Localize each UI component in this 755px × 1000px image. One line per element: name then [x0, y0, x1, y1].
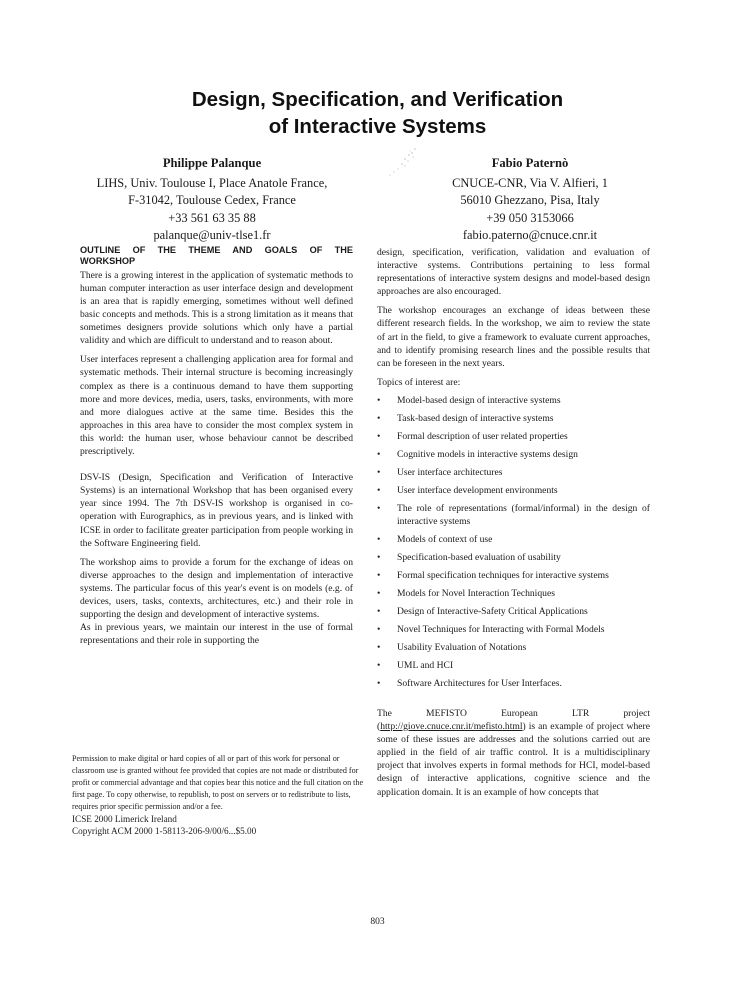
topic-item: • Formal description of user related properties	[377, 430, 568, 442]
mefisto-link[interactable]: http://giove.cnuce.cnr.it/mefisto.html	[380, 721, 523, 733]
bullet-icon: •	[377, 623, 381, 635]
topic-item: • Specification-based evaluation of usability	[377, 551, 561, 563]
permission-text: Permission to make digital or hard copies of all or part of this work for personal or classroom use is granted without fee provided that copies are not made or distributed for profit or commercial advantage and that copies bear this notice and the full citation on the first page. To copy otherwise, to republish, to post on servers or to redistribute to lists, requires prior specific permission and/or a fee.	[72, 754, 364, 811]
author-address: F-31042, Toulouse Cedex, France	[128, 193, 296, 207]
paragraph: As in previous years, we maintain our interest in the use of formal representations and their role in supporting the	[80, 622, 353, 647]
bullet-icon: •	[377, 502, 381, 514]
topic-item: • UML and HCI	[377, 659, 454, 671]
paragraph: The workshop encourages an exchange of ideas between these different research fields. In the workshop, we aim to review the state of art in the field, to give a framework to evaluate current approaches, and to identify promising research lines and the possible results that can be foreseen in the next years.	[377, 305, 650, 369]
topic-item: • Model-based design of interactive systems	[377, 394, 561, 406]
bullet-icon: •	[377, 587, 381, 599]
topic-item: • User interface development environments	[377, 484, 558, 496]
author-email: fabio.paterno@cnuce.cnr.it	[462, 228, 598, 242]
paragraph: The workshop aims to provide a forum for the exchange of ideas on diverse approaches to the design and implementation of interactive systems. The particular focus of this year's event is on models (e.g. of devices, users, tasks, contexts, architectures, etc.) and their role in supporting the design and development of interactive systems.	[80, 556, 353, 621]
topic-item: • Models of context of use	[377, 533, 493, 545]
author-block-paterno	[380, 155, 680, 245]
topic-item: • The role of representations (formal/informal) in the design of interactive systems	[377, 502, 650, 527]
bullet-icon: •	[377, 641, 381, 653]
permission-notice	[72, 753, 367, 837]
bullet-icon: •	[377, 551, 381, 563]
left-column	[80, 245, 353, 653]
bullet-icon: •	[377, 677, 381, 689]
paper-title	[0, 86, 755, 140]
bullet-icon: •	[377, 430, 381, 442]
author-name: Philippe Palanque	[162, 156, 262, 170]
bullet-icon: •	[377, 448, 381, 460]
topic-item: • User interface architectures	[377, 466, 503, 478]
author-name: Fabio Paternò	[491, 156, 569, 170]
author-address: 56010 Ghezzano, Pisa, Italy	[460, 193, 600, 207]
author-phone: +33 561 63 35 88	[168, 210, 256, 225]
bullet-icon: •	[377, 394, 381, 406]
topic-item: • Software Architectures for User Interfaces.	[377, 677, 562, 689]
author-phone: +39 050 3153066	[486, 210, 574, 225]
page-number: 803	[370, 917, 385, 927]
author-affiliation: LIHS, Univ. Toulouse I, Place Anatole France,	[96, 175, 328, 190]
paragraph: User interfaces represent a challenging application area for formal and systematic methods. Their internal structure is becoming increasingly complex as there is a continuous demand to have them supporting more and more devices, media, users, tasks, environments, with more and more dialogues active at the same time. Besides this the approaches in this area have to consider the most complex system in this world: the human user, whose behaviour cannot be described prescriptively.	[80, 354, 353, 458]
author-affiliation: CNUCE-CNR, Via V. Alfieri, 1	[452, 175, 608, 190]
topic-item: • Novel Techniques for Interacting with Formal Models	[377, 623, 605, 635]
section-heading-line-1: OUTLINE OF THE THEME AND GOALS OF THE	[80, 245, 353, 255]
topic-item: • Usability Evaluation of Notations	[377, 641, 527, 653]
bullet-icon: •	[377, 659, 381, 671]
bullet-icon: •	[377, 533, 381, 545]
topic-item: • Models for Novel Interaction Techniques	[377, 587, 555, 599]
topic-item: • Formal specification techniques for interactive systems	[377, 569, 609, 581]
right-column	[377, 246, 650, 805]
mefisto-paragraph: The MEFISTO European LTR project (http://giove.cnuce.cnr.it/mefisto.html) is an example of project where some of these issues are addresses and the solutions carried out are applied in the field of air traffic control. It is a multidisciplinary project that involves experts in formal methods for HCI, model-based design of interactive applications, cognitive science and the application domain. It is an example of how concepts that	[377, 707, 650, 798]
paragraph: design, specification, verification, validation and evaluation of interactive systems. Contributions pertaining to less formal representations of interactive system designs and model-based design approaches are also encouraged.	[377, 247, 650, 298]
bullet-icon: •	[377, 605, 381, 617]
author-block-palanque	[62, 155, 362, 245]
bullet-icon: •	[377, 569, 381, 581]
topics-list	[377, 394, 650, 690]
bullet-icon: •	[377, 412, 381, 424]
topic-item: • Design of Interactive-Safety Critical Applications	[377, 605, 588, 617]
venue: ICSE 2000 Limerick Ireland	[72, 813, 177, 824]
bullet-icon: •	[377, 466, 381, 478]
topics-intro: Topics of interest are:	[377, 376, 461, 388]
paragraph: DSV-IS (Design, Specification and Verification of Interactive Systems) is an international Workshop that has been organised every year since 1994. The 7th DSV-IS workshop is organised in co-operation with Eurographics, as in previous years, and is linked with ICSE in order to facilitate greater participation from people working in the Software Engineering field.	[80, 472, 353, 549]
title-line-1: Design, Specification, and Verification	[191, 88, 564, 111]
topic-item: • Task-based design of interactive systems	[377, 412, 554, 424]
title-line-2: of Interactive Systems	[268, 115, 487, 138]
section-heading-line-2: WORKSHOP	[80, 256, 136, 267]
topic-item: • Cognitive models in interactive systems design	[377, 448, 578, 460]
author-email: palanque@univ-tlse1.fr	[153, 228, 271, 242]
paragraph: There is a growing interest in the application of systematic methods to human computer interaction as user interface design and development is an area that is rapidly emerging, sometimes without well defined basic concepts and methods. This is a strong limitation as it means that sometimes designers provide solutions which only have a partial validity and which are difficult to understand and to reason about.	[80, 269, 353, 347]
bullet-icon: •	[377, 484, 381, 496]
copyright: Copyright ACM 2000 1-58113-206-9/00/6...$5.00	[72, 825, 257, 836]
